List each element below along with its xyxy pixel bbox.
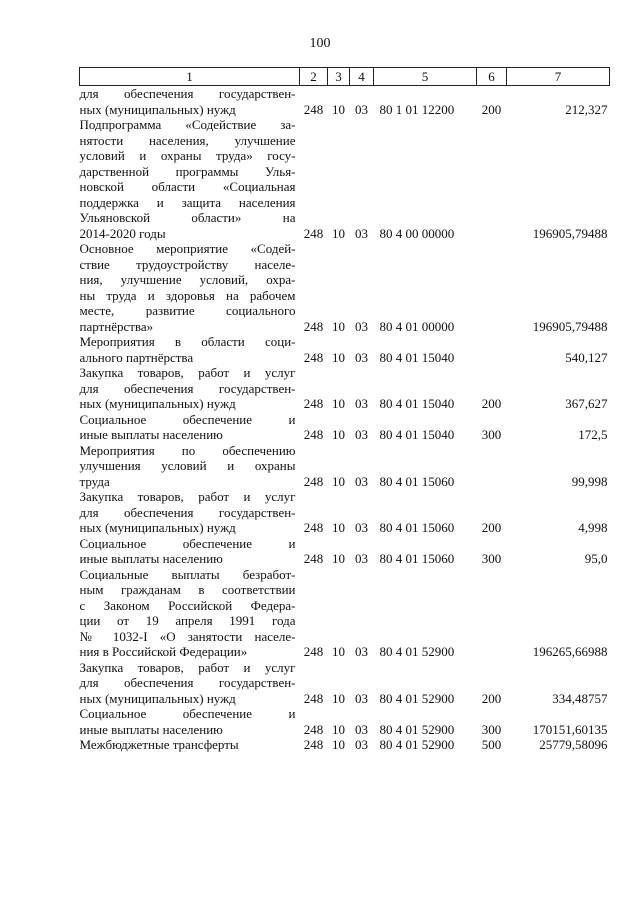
budget-table	[79, 67, 610, 753]
expense-type-code: 300	[481, 721, 502, 737]
item-description	[80, 737, 300, 753]
item-description	[80, 117, 300, 241]
description-line: Ульяновской области» на	[79, 210, 296, 225]
subsection-code: 03	[355, 225, 368, 241]
target-article-code: 80 4 01 52900	[379, 737, 455, 752]
description-line: Подпрограмма «Содействие за-	[79, 117, 296, 132]
column-header: 6	[477, 68, 507, 86]
expense-type-code: 200	[481, 101, 502, 117]
amount: 196265,66988	[532, 644, 608, 659]
target-article-code: 80 1 01 12200	[379, 101, 455, 117]
amount: 25779,58096	[539, 737, 608, 752]
description-line: Закупка товаров, работ и услуг	[79, 365, 296, 380]
ministry-code: 248	[303, 396, 324, 411]
description-line: ции от 19 апреля 1991 года	[79, 613, 296, 628]
table-row	[80, 241, 610, 334]
table-row	[80, 365, 610, 412]
table-row	[80, 443, 610, 490]
section-code: 10	[332, 318, 345, 334]
expense-type-code	[477, 241, 507, 334]
section-code: 10	[332, 101, 345, 117]
target-article-code: 80 4 01 52900	[379, 644, 455, 659]
description-line: иные выплаты населению	[79, 427, 223, 442]
description-line: новской области «Социальная	[79, 179, 296, 194]
table-row	[80, 86, 610, 118]
item-description	[80, 443, 300, 490]
expense-type-code	[477, 443, 507, 490]
amount: 4,998	[578, 520, 608, 535]
description-line: Социальное обеспечение и	[79, 706, 296, 721]
target-article-code: 80 4 01 15040	[379, 396, 455, 411]
ministry-code: 248	[303, 690, 324, 706]
description-line: ных (муниципальных) нужд	[79, 101, 236, 117]
description-line: ных (муниципальных) нужд	[79, 690, 236, 706]
column-header: 1	[80, 68, 300, 86]
table-row	[80, 412, 610, 443]
amount: 540,127	[565, 349, 608, 365]
column-header: 3	[328, 68, 350, 86]
description-line: дарственной программы Улья-	[79, 163, 296, 179]
description-line: труда	[79, 473, 110, 489]
description-line: ального партнёрства	[79, 349, 194, 365]
target-article-code: 80 4 01 00000	[379, 318, 455, 334]
table-row	[80, 334, 610, 365]
subsection-code: 03	[355, 349, 368, 365]
amount: 367,627	[565, 396, 608, 411]
amount: 212,327	[565, 101, 608, 117]
subsection-code: 03	[355, 473, 368, 489]
description-line: ния, улучшение условий, охра-	[79, 272, 296, 287]
expense-type-code: 300	[481, 551, 502, 566]
item-description	[80, 567, 300, 660]
table-row	[80, 536, 610, 567]
description-line: Социальные выплаты безработ-	[79, 566, 296, 582]
description-line: для обеспечения государствен-	[79, 86, 296, 101]
expense-type-code: 500	[481, 737, 502, 752]
subsection-code: 03	[355, 737, 368, 752]
section-code: 10	[332, 520, 345, 535]
item-description	[80, 334, 300, 365]
description-line: улучшения условий и охраны	[79, 458, 296, 473]
expense-type-code: 300	[481, 427, 502, 442]
subsection-code: 03	[355, 101, 368, 117]
description-line: Социальное обеспечение и	[79, 535, 296, 551]
description-line: партнёрства»	[79, 318, 154, 334]
description-line: ным гражданам в соответствии	[79, 582, 296, 597]
table-row	[80, 567, 610, 660]
column-header: 5	[374, 68, 477, 86]
item-description	[80, 412, 300, 443]
item-description	[80, 660, 300, 707]
table-row	[80, 737, 610, 753]
target-article-code: 80 4 01 15040	[379, 427, 455, 442]
subsection-code: 03	[355, 318, 368, 334]
ministry-code: 248	[303, 101, 324, 117]
section-code: 10	[332, 427, 345, 442]
subsection-code: 03	[355, 721, 368, 737]
item-description	[80, 365, 300, 412]
description-line: Мероприятия по обеспечению	[79, 442, 296, 458]
ministry-code: 248	[303, 721, 324, 737]
description-line: для обеспечения государствен-	[79, 675, 296, 690]
subsection-code: 03	[355, 427, 368, 442]
description-line: для обеспечения государствен-	[79, 504, 296, 520]
description-line: Мероприятия в области соци-	[79, 334, 296, 349]
table-row	[80, 117, 610, 241]
expense-type-code	[477, 334, 507, 365]
ministry-code: 248	[303, 551, 324, 566]
table-row	[80, 706, 610, 737]
section-code: 10	[332, 644, 345, 659]
description-line: ны труда и здоровья на рабочем	[79, 287, 296, 303]
description-line: № 1032-I «О занятости населе-	[79, 628, 296, 644]
section-code: 10	[332, 737, 345, 752]
expense-type-code	[477, 117, 507, 241]
table-row	[80, 489, 610, 536]
subsection-code: 03	[355, 551, 368, 566]
amount: 99,998	[571, 473, 608, 489]
ministry-code: 248	[303, 520, 324, 535]
target-article-code: 80 4 01 15060	[379, 520, 455, 535]
item-description	[80, 536, 300, 567]
ministry-code: 248	[303, 473, 324, 489]
target-article-code: 80 4 01 52900	[379, 690, 455, 706]
section-code: 10	[332, 721, 345, 737]
ministry-code: 248	[303, 225, 324, 241]
description-line: Межбюджетные трансферты	[79, 737, 239, 752]
description-line: ствие трудоустройству населе-	[79, 256, 296, 272]
description-line: нятости населения, улучшение	[79, 132, 296, 148]
description-line: ных (муниципальных) нужд	[79, 396, 236, 411]
expense-type-code: 200	[481, 520, 502, 535]
item-description	[80, 86, 300, 118]
target-article-code: 80 4 00 00000	[379, 225, 455, 241]
column-header: 4	[350, 68, 374, 86]
column-number-row	[80, 68, 610, 86]
section-code: 10	[332, 473, 345, 489]
description-line: иные выплаты населению	[79, 721, 223, 737]
subsection-code: 03	[355, 396, 368, 411]
amount: 170151,60135	[532, 721, 608, 737]
description-line: ния в Российской Федерации»	[79, 644, 248, 659]
expense-type-code	[477, 567, 507, 660]
ministry-code: 248	[303, 349, 324, 365]
description-line: Закупка товаров, работ и услуг	[79, 489, 296, 504]
description-line: 2014-2020 годы	[79, 225, 166, 241]
section-code: 10	[332, 396, 345, 411]
section-code: 10	[332, 551, 345, 566]
column-header: 2	[300, 68, 328, 86]
amount: 196905,79488	[532, 318, 608, 334]
amount: 196905,79488	[532, 225, 608, 241]
ministry-code: 248	[303, 318, 324, 334]
target-article-code: 80 4 01 15040	[379, 349, 455, 365]
table-row	[80, 660, 610, 707]
description-line: поддержка и защита населения	[79, 194, 296, 210]
description-line: для обеспечения государствен-	[79, 380, 296, 396]
description-line: Социальное обеспечение и	[79, 411, 296, 427]
page-number: 100	[309, 36, 331, 51]
description-line: Основное мероприятие «Содей-	[79, 241, 296, 256]
expense-type-code: 200	[481, 690, 502, 706]
target-article-code: 80 4 01 52900	[379, 721, 455, 737]
section-code: 10	[332, 690, 345, 706]
subsection-code: 03	[355, 644, 368, 659]
ministry-code: 248	[303, 427, 324, 442]
item-description	[80, 489, 300, 536]
subsection-code: 03	[355, 690, 368, 706]
amount: 95,0	[584, 551, 608, 566]
amount: 172,5	[578, 427, 608, 442]
column-header: 7	[507, 68, 610, 86]
subsection-code: 03	[355, 520, 368, 535]
description-line: ных (муниципальных) нужд	[79, 520, 236, 535]
target-article-code: 80 4 01 15060	[379, 551, 455, 566]
section-code: 10	[332, 349, 345, 365]
table-body	[80, 86, 610, 753]
description-line: с Законом Российской Федера-	[79, 597, 296, 613]
target-article-code: 80 4 01 15060	[379, 473, 455, 489]
description-line: иные выплаты населению	[79, 551, 223, 566]
expense-type-code: 200	[481, 396, 502, 411]
ministry-code: 248	[303, 737, 324, 752]
item-description	[80, 241, 300, 334]
amount: 334,48757	[552, 690, 608, 706]
ministry-code: 248	[303, 644, 324, 659]
description-line: Закупка товаров, работ и услуг	[79, 659, 296, 675]
section-code: 10	[332, 225, 345, 241]
description-line: месте, развитие социального	[79, 303, 296, 318]
item-description	[80, 706, 300, 737]
description-line: условий и охраны труда» госу-	[79, 148, 296, 163]
